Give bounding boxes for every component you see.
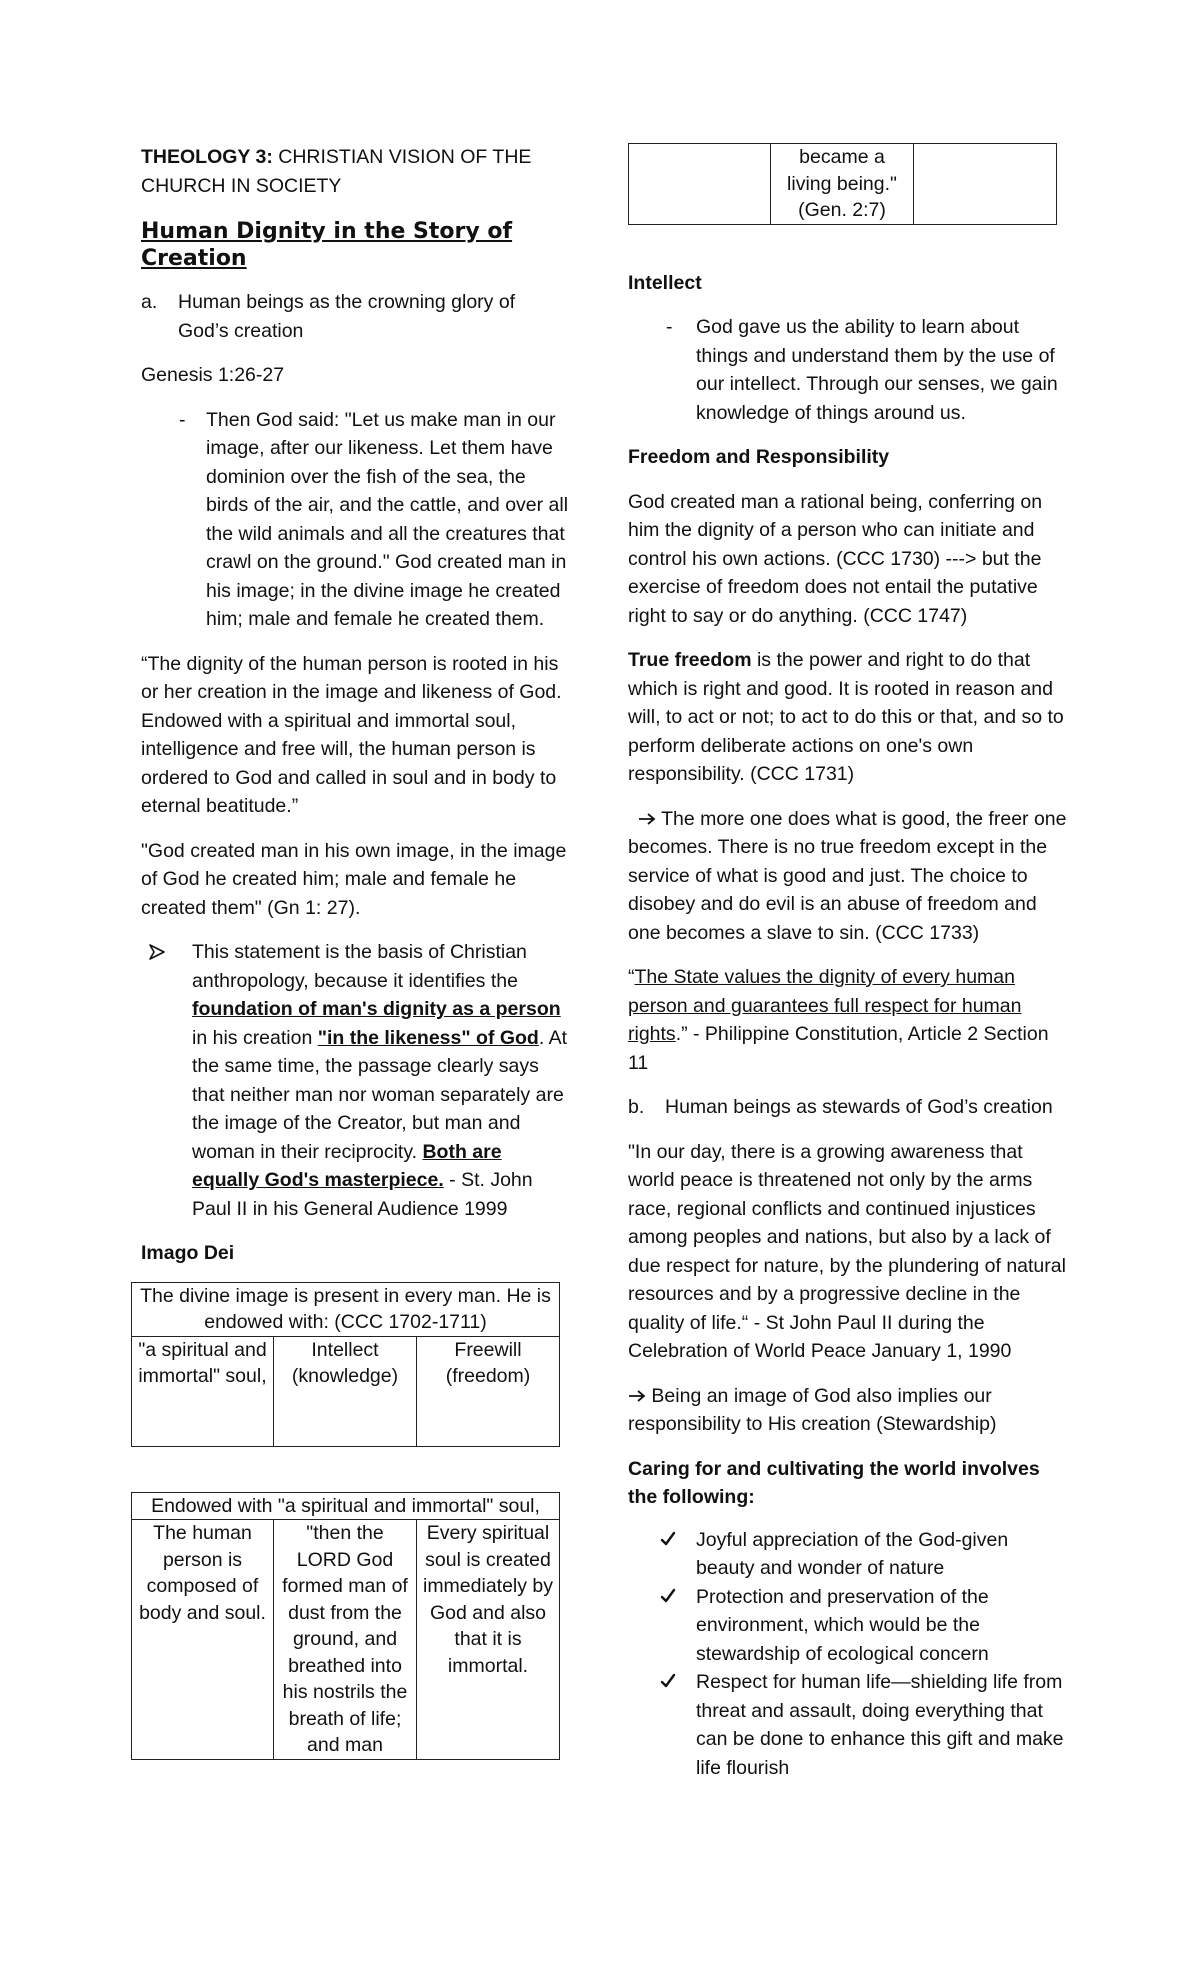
right-arrow-icon (628, 1385, 646, 1407)
table-cell-body-soul: The human person is composed of body and soul. (132, 1520, 274, 1760)
genesis-reference: Genesis 1:26-27 (141, 364, 285, 386)
world-peace-quote: "In our day, there is a growing awareness that world peace is threatened not only by the arms race, regional conflicts and continued injustices among peoples and nations, but also by a lack of due respect for nature, by the plundering of natural resources and by a progressive decline in the quality of life.“ - St John Paul II during the Celebration of World Peace January 1, 1990 (628, 1140, 1066, 1362)
course-code: THEOLOGY 3: (141, 146, 273, 168)
table-cell-soul: "a spiritual and immortal" soul, (132, 1336, 274, 1446)
intellect-heading: Intellect (628, 271, 702, 294)
stewardship-paragraph: Being an image of God also implies our responsibility to His creation (Stewardship) (628, 1384, 997, 1435)
item-b (628, 1093, 1068, 1122)
dignity-foundation-phrase: foundation of man's dignity as a person (192, 998, 561, 1020)
dash-marker: - (666, 316, 673, 338)
item-a-text: Human beings as the crowning glory of God’s creation (178, 291, 516, 342)
table-cell-intellect: Intellect (knowledge) (274, 1336, 417, 1446)
checklist-item: Protection and preservation of the environment, which would be the stewardship of ecological concern (628, 1583, 1068, 1669)
table-cell-empty (914, 144, 1057, 225)
genesis-1-27-quote: "God created man in his own image, in the image of God he created him; male and female he created them" (Gn 1: 27). (141, 839, 567, 919)
true-freedom-label: True freedom (628, 649, 752, 671)
item-b-marker: b. (628, 1096, 645, 1118)
genesis-quote-item (141, 406, 571, 634)
table-cell-freewill: Freewill (freedom) (417, 1336, 560, 1446)
table-cell-empty (629, 144, 771, 225)
checklist (628, 1526, 1068, 1783)
checklist-item: Joyful appreciation of the God-given beauty and wonder of nature (628, 1526, 1068, 1583)
anthropology-bullet (141, 938, 571, 1223)
checkmark-icon (660, 1583, 696, 1669)
course-header (141, 143, 571, 200)
true-freedom-paragraph: True freedom is the power and right to do that which is right and good. It is rooted in reason and will, to act or not; to act to do this or that, and so to perform deliberate actions on one's own responsibility. (CCC 1731) (628, 649, 1064, 785)
freedom-text: God created man a rational being, conferring on him the dignity of a person who can initiate and control his own actions. (CCC 1730) ---> but the exercise of freedom does not entail the putative right to say or do anything. (CCC 1747) (628, 490, 1043, 627)
item-b-text: Human beings as stewards of God’s creation (665, 1096, 1053, 1118)
item-a (141, 288, 571, 345)
soul-table-continued (628, 143, 1057, 225)
masterpiece-phrase: Both are equally God's masterpiece. (192, 1140, 502, 1191)
genesis-quote: Then God said: "Let us make man in our image, after our likeness. Let them have dominion over the fish of the sea, the birds of the air, and the cattle, and over all the wild animals and all the creatures that crawl on the ground." God created man in his image; in the divine image he created him; male and female he created them. (206, 408, 569, 630)
dash-marker: - (179, 408, 186, 431)
imago-dei-table (131, 1282, 560, 1447)
table-cell-living-being: became a living being." (Gen. 2:7) (771, 144, 914, 225)
intellect-item (628, 313, 1068, 427)
checkmark-icon (660, 1526, 696, 1583)
freedom-heading: Freedom and Responsibility (628, 446, 890, 468)
imago-dei-table-header: The divine image is present in every man. He is endowed with: (CCC 1702-1711) (132, 1282, 560, 1336)
arrowhead-bullet-icon (141, 938, 192, 1223)
likeness-phrase: "in the likeness" of God (317, 1026, 539, 1049)
left-column (138, 143, 571, 1760)
table-cell-immortal: Every spiritual soul is created immediately by God and also that it is immortal. (417, 1520, 560, 1760)
item-a-marker: a. (141, 291, 158, 313)
right-column (628, 143, 1068, 1782)
dignity-quote: “The dignity of the human person is rooted in his or her creation in the image and likeness of God. Endowed with a spiritual and immortal soul, intelligence and free will, the human person is ordered to God and called in soul and in body to eternal beatitude.” (141, 652, 562, 817)
right-arrow-icon (628, 808, 656, 830)
course-title: CHRISTIAN VISION OF THE CHURCH IN SOCIETY (141, 146, 532, 197)
checkmark-icon (660, 1668, 696, 1782)
soul-table (131, 1492, 560, 1760)
constitution-underlined: The State values the dignity of every human person and guarantees full respect for human rights (628, 966, 1022, 1045)
checklist-item: Respect for human life—shielding life from threat and assault, doing everything that can be done to enhance this gift and make life flourish (628, 1668, 1068, 1782)
caring-heading: Caring for and cultivating the world involves the following: (628, 1457, 1040, 1508)
intellect-text: God gave us the ability to learn about things and understand them by the use of our intellect. Through our senses, we gain knowledge of things around us. (696, 316, 1058, 424)
imago-dei-heading: Imago Dei (141, 1242, 235, 1264)
freer-paragraph: The more one does what is good, the freer one becomes. There is no true freedom except in the service of what is good and just. The choice to disobey and do evil is an abuse of freedom and one becomes a slave to sin. (CCC 1733) (628, 807, 1067, 944)
table-cell-genesis: "then the LORD God formed man of dust from the ground, and breathed into his nostrils the breath of life; and man (274, 1520, 417, 1760)
constitution-quote: “The State values the dignity of every human person and guarantees full respect for human rights.” - Philippine Constitution, Article 2 Section 11 (628, 966, 1049, 1074)
section-title: Human Dignity in the Story of Creation (141, 219, 513, 271)
soul-table-header: Endowed with "a spiritual and immortal" soul, (132, 1492, 560, 1520)
anthropology-statement: This statement is the basis of Christian anthropology, because it identifies the foundation of man's dignity as a person in his creation "in the likeness" of God. At the same time, the passage clearly says that neither man nor woman separately are the image of the Creator, but man and woman in their reciprocity. Both are equally God's masterpiece. - St. John Paul II in his General Audience 1999 (192, 941, 568, 1220)
